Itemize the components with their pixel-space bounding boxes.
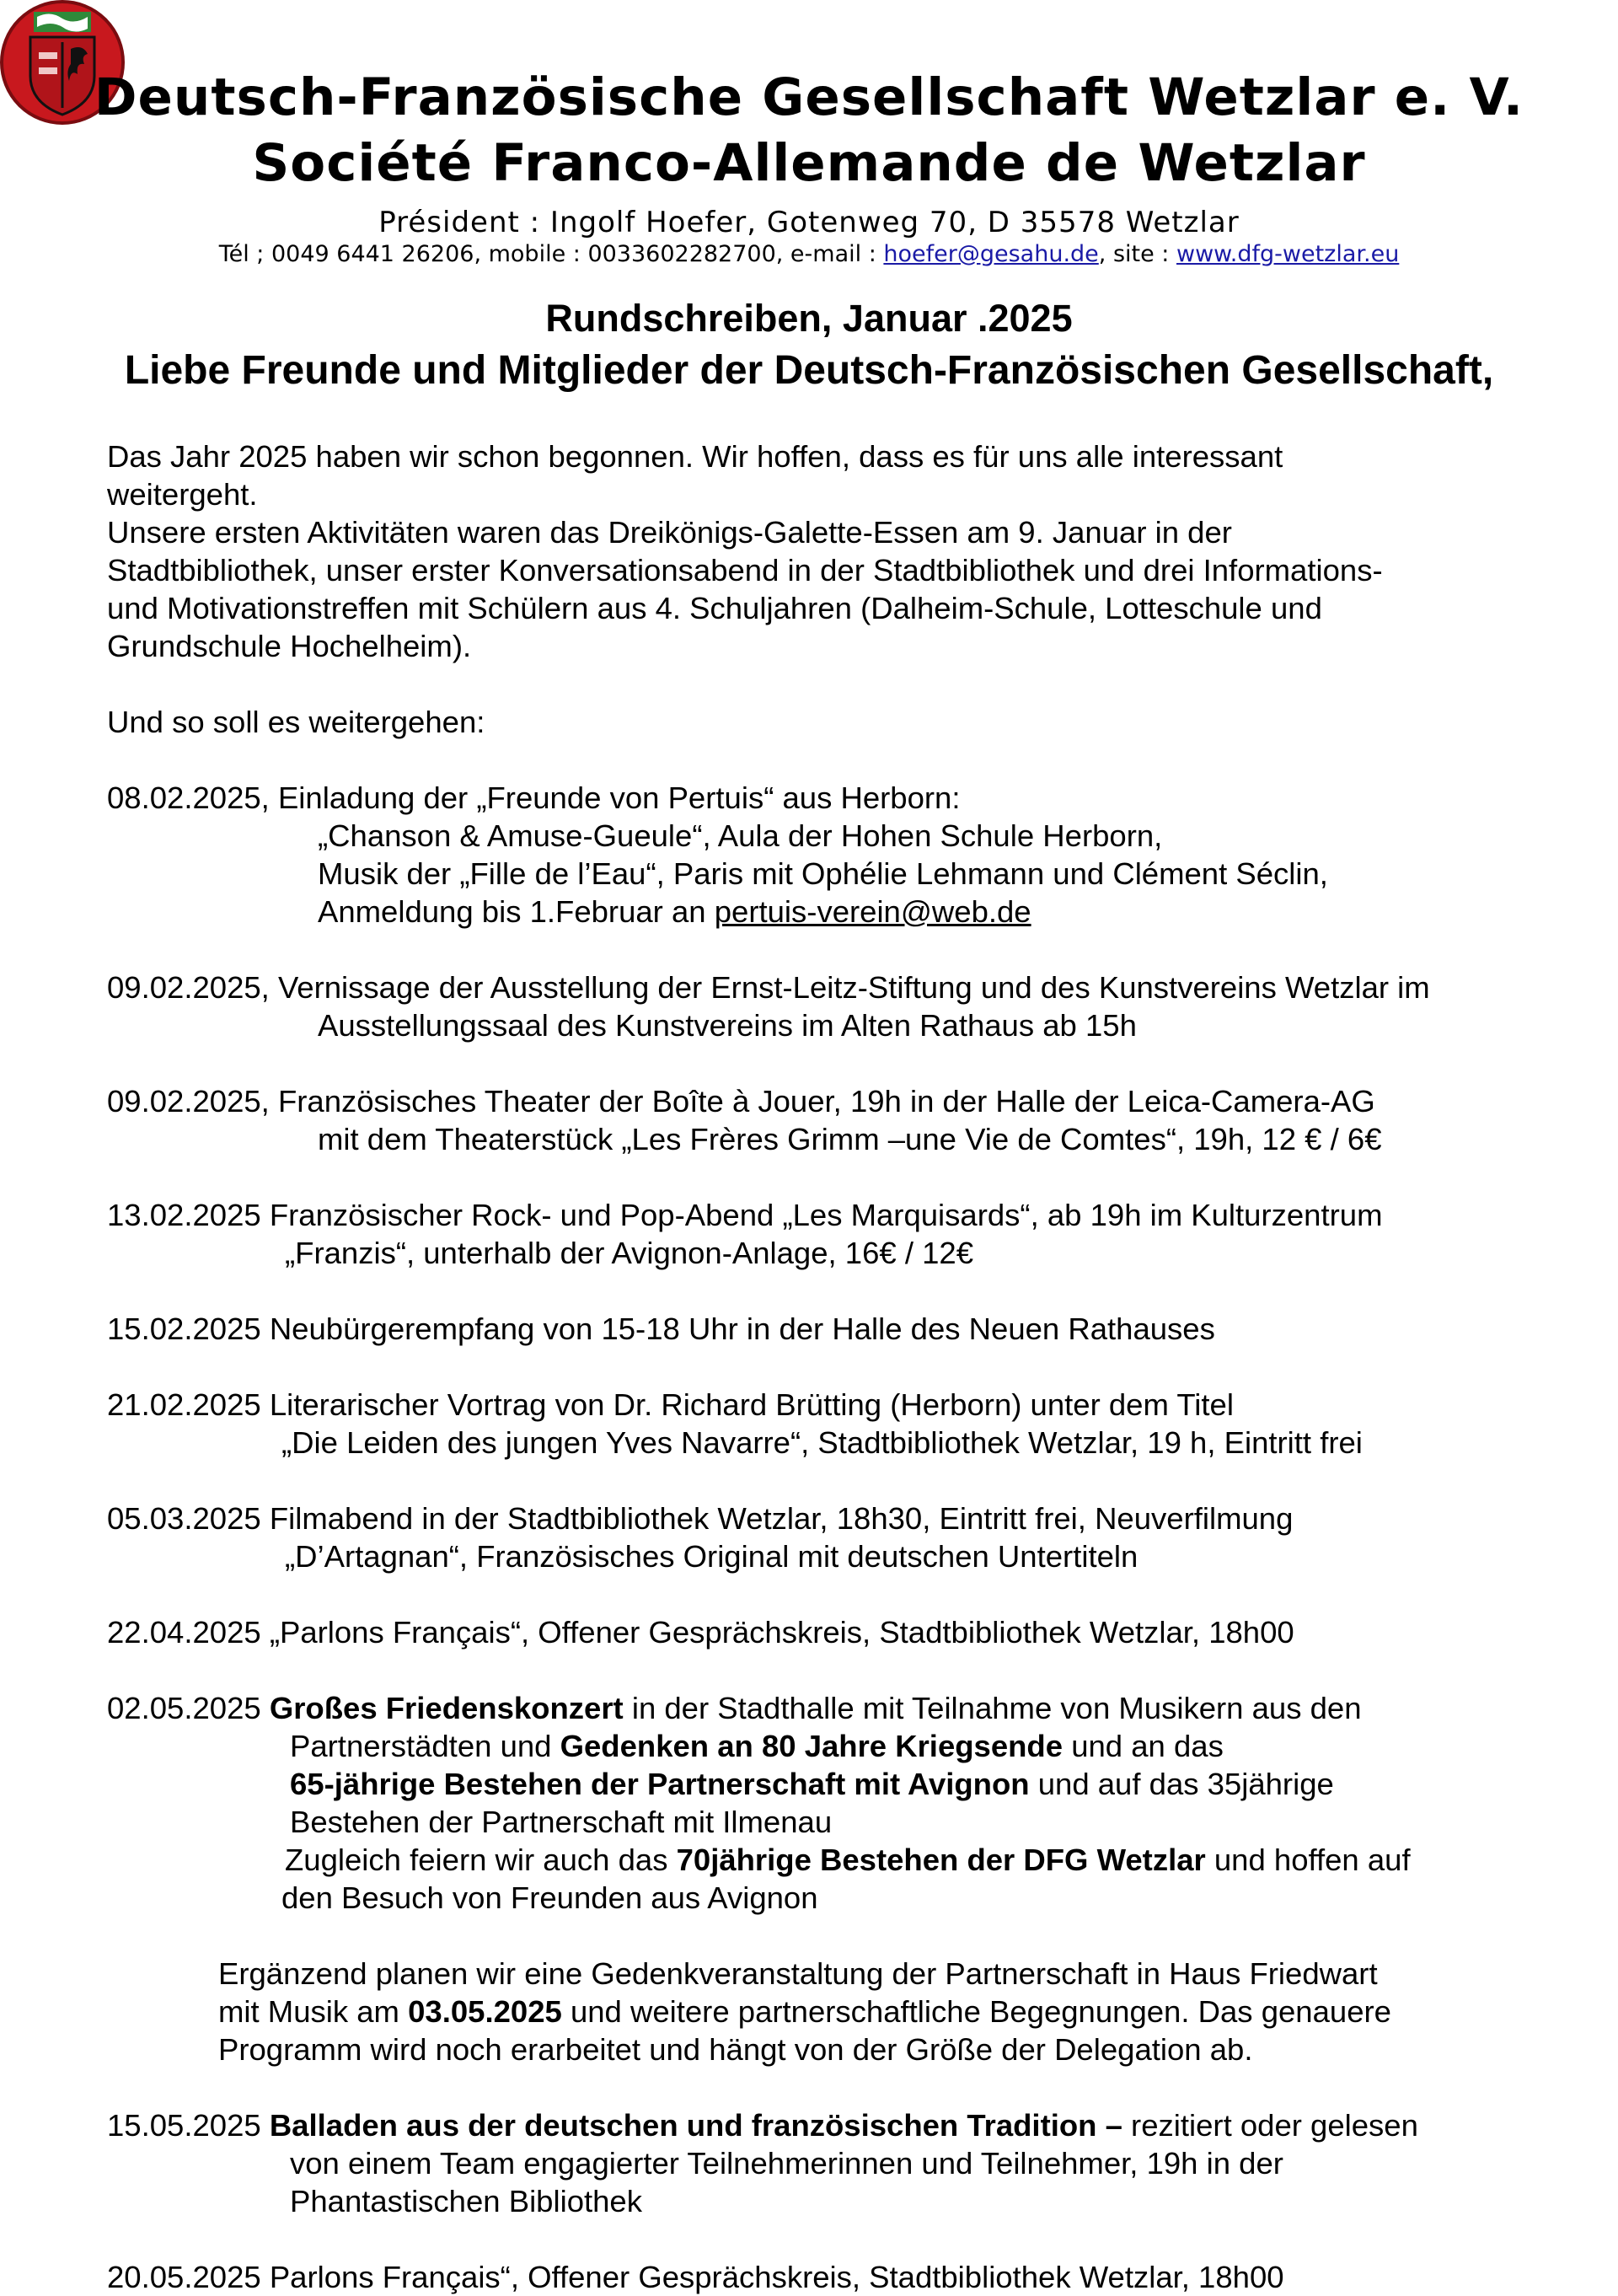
- email-link[interactable]: hoefer@gesahu.de: [883, 241, 1099, 267]
- event-note-line: Ergänzend planen wir eine Gedenkveranstaltung der Partnerschaft in Haus Friedwart: [218, 1956, 1378, 1991]
- intro-line: und Motivationstreffen mit Schülern aus 4. Schuljahren (Dalheim-Schule, Lotteschule und: [107, 591, 1322, 625]
- intro-line: Unsere ersten Aktivitäten waren das Dreikönigs-Galette-Essen am 9. Januar in der: [107, 515, 1232, 550]
- event-text: mit Musik am: [218, 1994, 409, 2029]
- event-line: Musik der „Fille de l’Eau“, Paris mit Ophélie Lehmann und Clément Séclin,: [318, 856, 1328, 891]
- event-highlight: Balladen aus der deutschen und französischen Tradition –: [269, 2108, 1122, 2143]
- event-highlight: 70jährige Bestehen der DFG Wetzlar: [676, 1843, 1206, 1877]
- circular-title: Rundschreiben, Januar .2025: [545, 297, 1073, 340]
- intro-line: Das Jahr 2025 haben wir schon begonnen. Wir hoffen, dass es für uns alle interessant: [107, 439, 1283, 474]
- event-line: Phantastischen Bibliothek: [290, 2184, 642, 2218]
- event-line: 15.02.2025 Neubürgerempfang von 15-18 Uhr in der Halle des Neuen Rathauses: [107, 1312, 1215, 1346]
- event-line: [107, 893, 1556, 931]
- event-line: [107, 2106, 1556, 2144]
- event-line: 08.02.2025, Einladung der „Freunde von Pertuis“ aus Herborn:: [107, 781, 961, 815]
- event-line: Bestehen der Partnerschaft mit Ilmenau: [290, 1805, 833, 1839]
- event-line: 20.05.2025 Parlons Français“, Offener Gesprächskreis, Stadtbibliothek Wetzlar, 18h00: [107, 2260, 1284, 2294]
- event-line: [107, 1765, 1556, 1803]
- intro-line: Stadtbibliothek, unser erster Konversationsabend in der Stadtbibliothek und drei Informations-: [107, 553, 1383, 587]
- continue-line: Und so soll es weitergehen:: [107, 705, 485, 739]
- contact-line: [0, 241, 1618, 267]
- event-line: „Die Leiden des jungen Yves Navarre“, Stadtbibliothek Wetzlar, 19 h, Eintritt frei: [281, 1425, 1363, 1460]
- event-line: 13.02.2025 Französischer Rock- und Pop-Abend „Les Marquisards“, ab 19h im Kulturzentrum: [107, 1198, 1383, 1232]
- salutation: Liebe Freunde und Mitglieder der Deutsch-Französischen Gesellschaft,: [124, 348, 1494, 393]
- org-name-french: Société Franco-Allemande de Wetzlar: [252, 133, 1366, 193]
- event-line: 21.02.2025 Literarischer Vortrag von Dr. Richard Brütting (Herborn) unter dem Titel: [107, 1387, 1234, 1422]
- website-link[interactable]: www.dfg-wetzlar.eu: [1176, 241, 1400, 267]
- letter-body: [107, 437, 1556, 2296]
- event-line: [107, 1841, 1556, 1879]
- org-name-german: Deutsch-Französische Gesellschaft Wetzlar e. V.: [94, 67, 1524, 127]
- event-line: [107, 1689, 1556, 1727]
- event-line: den Besuch von Freunden aus Avignon: [281, 1880, 818, 1915]
- event-line: mit dem Theaterstück „Les Frères Grimm –une Vie de Comtes“, 19h, 12 € / 6€: [318, 1122, 1382, 1156]
- event-line: [107, 1727, 1556, 1765]
- event-text: rezitiert oder gelesen: [1122, 2108, 1418, 2143]
- event-text: in der Stadthalle mit Teilnahme von Musikern aus den: [623, 1691, 1362, 1725]
- registration-text: Anmeldung bis 1.Februar an: [318, 894, 715, 929]
- event-text: und auf das 35jährige: [1029, 1767, 1334, 1801]
- event-line: 05.03.2025 Filmabend in der Stadtbibliothek Wetzlar, 18h30, Eintritt frei, Neuverfilmung: [107, 1501, 1294, 1536]
- event-text: und hoffen auf: [1205, 1843, 1411, 1877]
- event-date: 02.05.2025: [107, 1691, 270, 1725]
- event-line: 22.04.2025 „Parlons Français“, Offener Gesprächskreis, Stadtbibliothek Wetzlar, 18h00: [107, 1615, 1294, 1650]
- intro-line: weitergeht.: [107, 477, 258, 512]
- event-note-line: [107, 1993, 1556, 2030]
- event-highlight: 03.05.2025: [408, 1994, 562, 2029]
- event-line: 09.02.2025, Vernissage der Ausstellung der Ernst-Leitz-Stiftung und des Kunstvereins Wetzlar im: [107, 970, 1430, 1005]
- event-line: 09.02.2025, Französisches Theater der Boîte à Jouer, 19h in der Halle der Leica-Camera-AG: [107, 1084, 1375, 1118]
- event-text: Zugleich feiern wir auch das: [285, 1843, 677, 1877]
- president-line: Président : Ingolf Hoefer, Gotenweg 70, D 35578 Wetzlar: [378, 206, 1240, 239]
- event-highlight: Großes Friedenskonzert: [269, 1691, 624, 1725]
- site-label: , site :: [1098, 241, 1176, 267]
- event-line: Ausstellungssaal des Kunstvereins im Alten Rathaus ab 15h: [318, 1008, 1137, 1043]
- event-line: von einem Team engagierter Teilnehmerinnen und Teilnehmer, 19h in der: [290, 2146, 1283, 2181]
- event-text: und an das: [1063, 1729, 1224, 1763]
- event-line: „Franzis“, unterhalb der Avignon-Anlage, 16€ / 12€: [285, 1236, 974, 1270]
- event-text: Partnerstädten und: [290, 1729, 560, 1763]
- registration-email-link[interactable]: pertuis-verein@web.de: [714, 894, 1031, 929]
- contact-phone: Tél ; 0049 6441 26206, mobile : 0033602282700, e-mail :: [218, 241, 884, 267]
- event-line: „Chanson & Amuse-Gueule“, Aula der Hohen Schule Herborn,: [318, 818, 1163, 853]
- event-date: 15.05.2025: [107, 2108, 270, 2143]
- event-highlight: 65-jährige Bestehen der Partnerschaft mit Avignon: [290, 1767, 1030, 1801]
- event-line: „D’Artagnan“, Französisches Original mit deutschen Untertiteln: [285, 1539, 1138, 1574]
- event-text: und weitere partnerschaftliche Begegnungen. Das genauere: [561, 1994, 1391, 2029]
- intro-line: Grundschule Hochelheim).: [107, 629, 472, 663]
- event-note-line: Programm wird noch erarbeitet und hängt von der Größe der Delegation ab.: [218, 2032, 1253, 2067]
- event-highlight: Gedenken an 80 Jahre Kriegsende: [560, 1729, 1063, 1763]
